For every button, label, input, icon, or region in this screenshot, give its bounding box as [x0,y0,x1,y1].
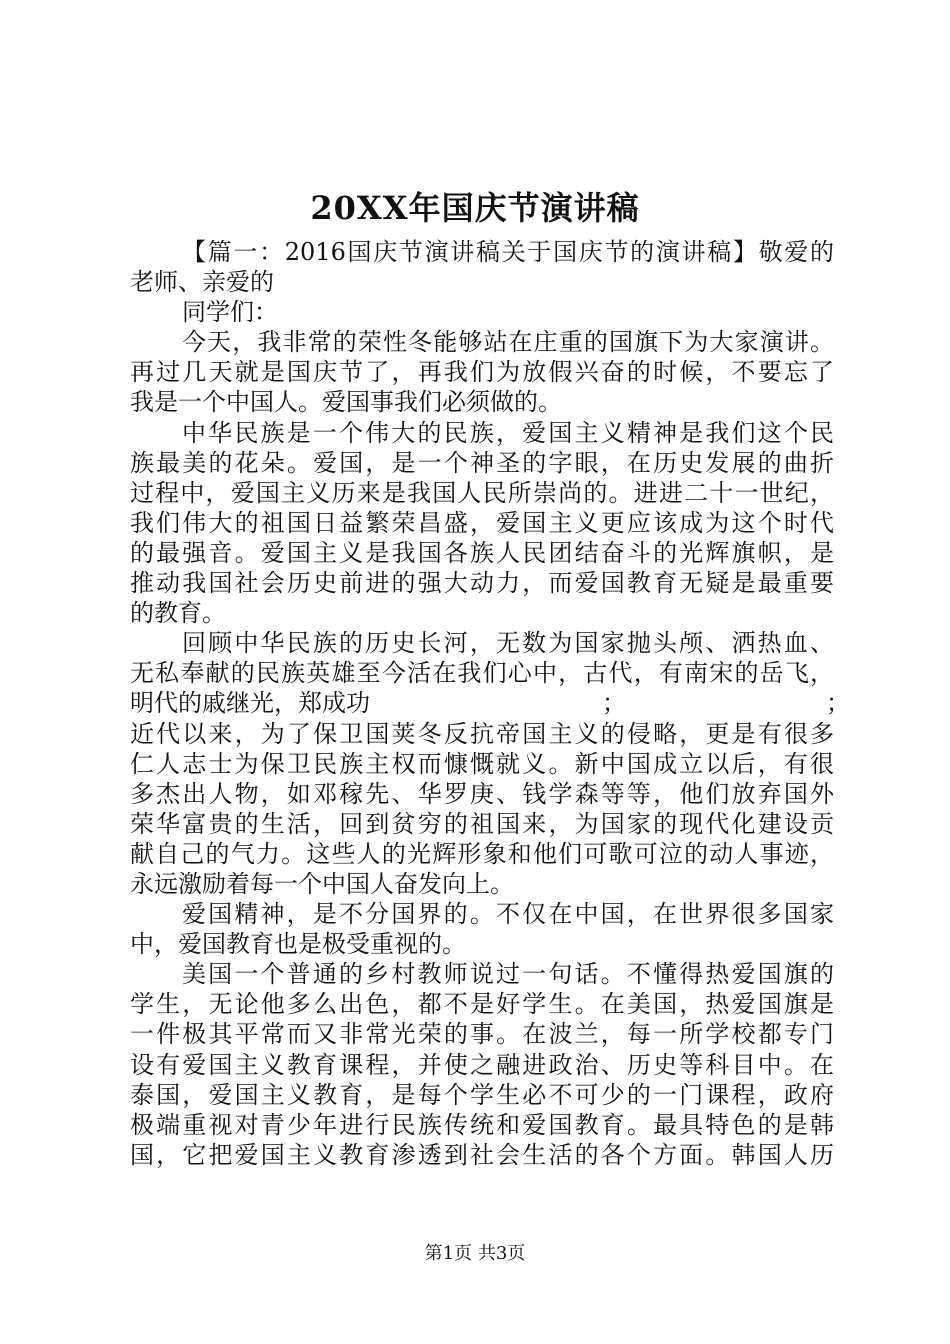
paragraph-line: 【篇一：2016国庆节演讲稿关于国庆节的演讲稿】敬爱的 [182,238,834,266]
document-body [130,237,850,1170]
paragraph-line: 老师、亲爱的 [130,268,274,297]
paragraph-line: 设有爱国主义教育课程，并使之融进政治、历史等科目中。在 [130,1050,834,1079]
paragraph-line: 一件极其平常而又非常光荣的事。在波兰，每一所学校都专门 [130,1020,834,1049]
paragraph-line-text: 明代的戚继光，郑成功 [130,689,370,718]
paragraph-line: 国，它把爱国主义教育渗透到社会生活的各个方面。韩国人历 [130,1140,834,1169]
paragraph-line: 泰国，爱国主义教育，是每个学生必不可少的一门课程，政府 [130,1080,834,1109]
paragraph-line: 无私奉献的民族英雄至今活在我们心中，古代，有南宋的岳飞， [130,659,834,688]
paragraph-line: 族最美的花朵。爱国，是一个神圣的字眼，在历史发展的曲折 [130,448,834,477]
semicolon: ； [602,689,626,718]
paragraph-line: 推动我国社会历史前进的强大动力，而爱国教育无疑是最重要 [130,569,834,598]
paragraph-line: 学生，无论他多么出色，都不是好学生。在美国，热爱国旗是 [130,990,834,1019]
paragraph-line: 再过几天就是国庆节了，再我们为放假兴奋的时候，不要忘了 [130,358,834,387]
paragraph-line: 同学们： [182,298,278,327]
paragraph-line: 中，爱国教育也是极受重视的。 [130,930,466,959]
paragraph-line: 我是一个中国人。爱国事我们必须做的。 [130,388,562,417]
paragraph-line: 多杰出人物，如邓稼先、华罗庚、钱学森等等，他们放弃国外 [130,779,834,808]
paragraph-line: 仁人志士为保卫民族主权而慷慨就义。新中国成立以后，有很 [130,749,834,778]
paragraph-line: 永远激励着每一个中国人奋发向上。 [130,869,514,898]
paragraph-line: 爱国精神，是不分国界的。不仅在中国，在世界很多国家 [182,900,834,929]
paragraph-line: 今天，我非常的荣性冬能够站在庄重的国旗下为大家演讲。 [182,328,834,357]
paragraph-line: 荣华富贵的生活，回到贫穷的祖国来，为国家的现代化建设贡 [130,809,834,838]
paragraph-line: 的最强音。爱国主义是我国各族人民团结奋斗的光辉旗帜，是 [130,538,834,567]
paragraph-line-with-gaps [130,688,850,718]
page-footer: 第1页 共3页 [424,1243,526,1264]
paragraph-line: 近代以来，为了保卫国荚冬反抗帝国主义的侵略，更是有很多 [130,719,834,748]
paragraph-line: 的教育。 [130,599,226,628]
document-title: 20XX年国庆节演讲稿 [310,189,640,227]
paragraph-line: 中华民族是一个伟大的民族，爱国主义精神是我们这个民 [182,418,834,447]
paragraph-line: 过程中，爱国主义历来是我国人民所崇尚的。进进二十一世纪， [130,478,834,507]
paragraph-line: 极端重视对青少年进行民族传统和爱国教育。最具特色的是韩 [130,1110,834,1139]
paragraph-line: 献自己的气力。这些人的光辉形象和他们可歌可泣的动人事迹， [130,839,834,868]
semicolon: ； [826,689,850,718]
paragraph-line: 美国一个普通的乡村教师说过一句话。不懂得热爱国旗的 [182,960,834,989]
paragraph-line: 我们伟大的祖国日益繁荣昌盛，爱国主义更应该成为这个时代 [130,508,834,537]
paragraph-line: 回顾中华民族的历史长河，无数为国家抛头颅、洒热血、 [182,629,834,658]
